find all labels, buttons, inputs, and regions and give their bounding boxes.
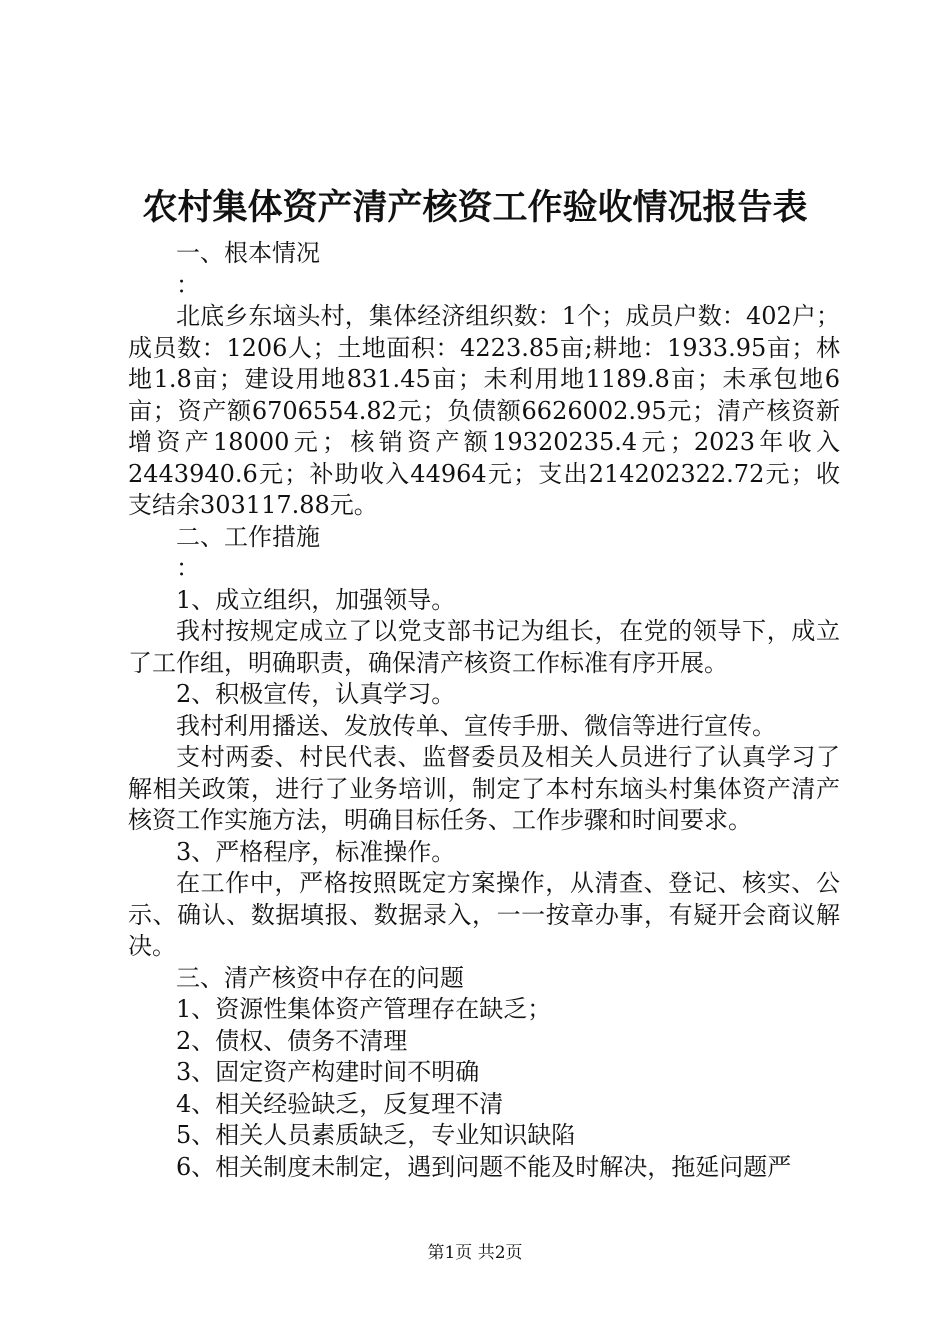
measure-heading-1: 1、成立组织，加强领导。	[176, 585, 456, 614]
problem-item: 6、相关制度未制定，遇到问题不能及时解决，拖延问题严	[176, 1152, 792, 1181]
colon-line: ：	[176, 554, 200, 582]
basic-info-paragraph: 北底乡东垴头村，集体经济组织数：1个；成员户数：402户；成员数：1206人；土地面积：4223.85亩;耕地：1933.95亩；林地1.8亩；建设用地831.45亩；未利用地1189.8亩；未承包地6亩；资产额6706554.82元；负债额6626002.95元；清产核资新增资产18000元；核销资产额19320235.4元；2023年收入2443940.6元；补助收入44964元；支出214202322.72元；收支结余303117.88元。	[128, 302, 840, 519]
measure-heading-2: 2、积极宣传，认真学习。	[176, 680, 456, 708]
section-heading-problems: 三、清产核资中存在的问题	[176, 963, 464, 992]
document-title: 农村集体资产清产核资工作验收情况报告表	[142, 187, 808, 228]
section-heading-measures: 二、工作措施	[176, 522, 320, 551]
measure-paragraph-2b: 支村两委、村民代表、监督委员及相关人员进行了认真学习了解相关政策，进行了业务培训，制定了本村东垴头村集体资产清产核资工作实施方法，明确目标任务、工作步骤和时间要求。	[128, 743, 840, 834]
measure-paragraph-1: 我村按规定成立了以党支部书记为组长，在党的领导下，成立了工作组，明确职责，确保清产核资工作标准有序开展。	[128, 617, 840, 677]
problem-item: 3、固定资产构建时间不明确	[176, 1058, 480, 1086]
problem-item: 5、相关人员素质缺乏，专业知识缺陷	[176, 1121, 576, 1149]
page-number-footer: 第1页 共2页	[427, 1243, 523, 1263]
problem-item: 1、资源性集体资产管理存在缺乏；	[176, 995, 552, 1023]
document-body	[128, 238, 840, 1183]
problem-item: 4、相关经验缺乏，反复理不清	[176, 1089, 504, 1118]
colon-line: ：	[176, 270, 200, 299]
section-heading-basic: 一、根本情况	[176, 239, 320, 267]
measure-paragraph-2a: 我村利用播送、发放传单、宣传手册、微信等进行宣传。	[176, 711, 776, 740]
problem-item: 2、债权、债务不清理	[176, 1026, 408, 1055]
measure-paragraph-3: 在工作中，严格按照既定方案操作，从清查、登记、核实、公示、确认、数据填报、数据录入，一一按章办事，有疑开会商议解决。	[128, 869, 840, 960]
measure-heading-3: 3、严格程序，标准操作。	[176, 837, 456, 866]
